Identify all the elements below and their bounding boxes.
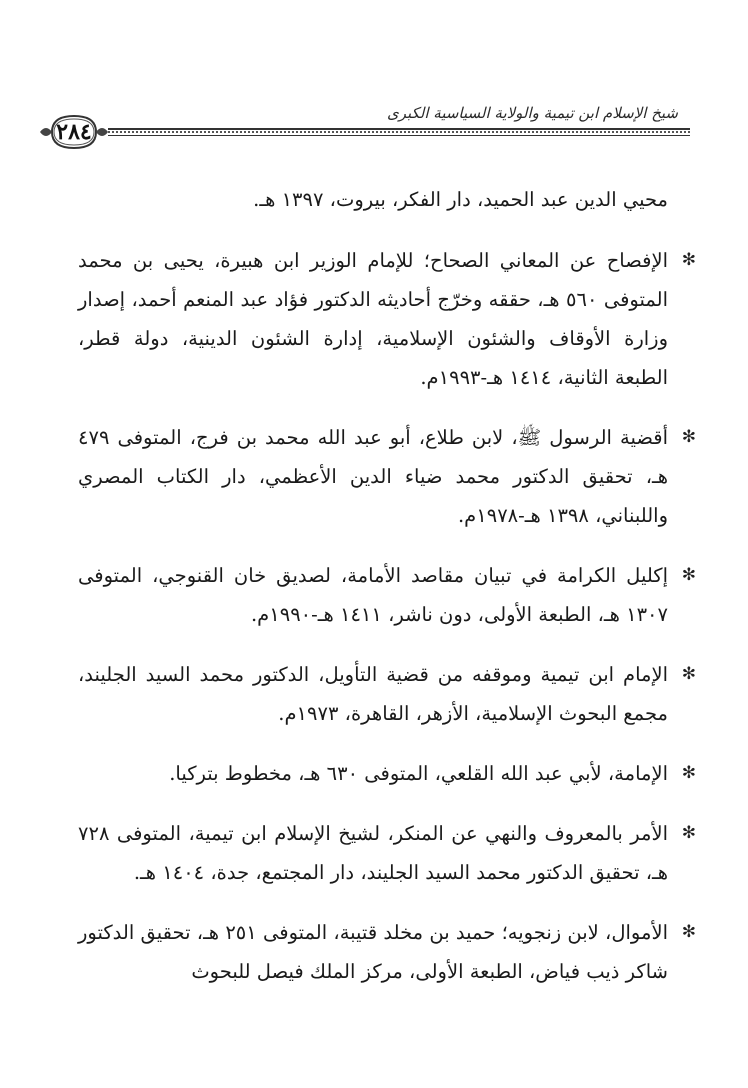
page-number: ٢٨٤ <box>56 119 92 145</box>
entry-text: إكليل الكرامة في تبيان مقاصد الأمامة، لصديق خان القنوجي، المتوفى ١٣٠٧ هـ، الطبعة الأولى، دون ناشر، ١٤١١ هـ-١٩٩٠م. <box>78 564 668 626</box>
bullet-star-icon: ✻ <box>681 565 696 585</box>
bullet-star-icon: ✻ <box>681 763 696 783</box>
continued-entry: محيي الدين عبد الحميد، دار الفكر، بيروت، ١٣٩٧ هـ. <box>253 188 668 211</box>
bullet-star-icon: ✻ <box>681 427 696 447</box>
bibliography-entry <box>78 556 696 634</box>
bullet-star-icon: ✻ <box>681 250 696 270</box>
header-rule <box>108 128 690 136</box>
bullet-star-icon: ✻ <box>681 664 696 684</box>
bullet-star-icon: ✻ <box>681 922 696 942</box>
bibliography-entry <box>78 241 696 397</box>
entry-text: أقضية الرسول ﷺ، لابن طلاع، أبو عبد الله محمد بن فرج، المتوفى ٤٧٩ هـ، تحقيق الدكتور محمد ضياء الدين الأعظمي، دار الكتاب المصري واللبناني، ١٣٩٨ هـ-١٩٧٨م. <box>78 426 668 527</box>
bibliography-entry <box>78 418 696 535</box>
bibliography-text <box>78 180 696 1012</box>
bullet-star-icon: ✻ <box>681 823 696 843</box>
running-header-title: شيخ الإسلام ابن تيمية والولاية السياسية الكبرى <box>386 104 678 122</box>
entry-text: الإمامة، لأبي عبد الله القلعي، المتوفى ٦٣٠ هـ، مخطوط بتركيا. <box>169 762 668 785</box>
entry-text: الأمر بالمعروف والنهي عن المنكر، لشيخ الإسلام ابن تيمية، المتوفى ٧٢٨ هـ، تحقيق الدكتور محمد السيد الجليند، دار المجتمع، جدة، ١٤٠٤ هـ. <box>78 822 668 884</box>
bibliography-entry <box>78 913 696 991</box>
entry-text: الأموال، لابن زنجويه؛ حميد بن مخلد قتيبة، المتوفى ٢٥١ هـ، تحقيق الدكتور شاكر ذيب فياض، الطبعة الأولى، مركز الملك فيصل للبحوث <box>78 921 668 983</box>
page-number-ornament <box>38 112 110 152</box>
bibliography-entry <box>78 655 696 733</box>
entry-text: الإفصاح عن المعاني الصحاح؛ للإمام الوزير ابن هبيرة، يحيى بن محمد المتوفى ٥٦٠ هـ، حققه وخرّج أحاديثه الدكتور فؤاد عبد المنعم أحمد، إصدار وزارة الأوقاف والشئون الإسلامية، إدارة الشئون الدينية، دولة قطر، الطبعة الثانية، ١٤١٤ هـ-١٩٩٣م. <box>78 249 668 389</box>
entry-text: الإمام ابن تيمية وموقفه من قضية التأويل، الدكتور محمد السيد الجليند، مجمع البحوث الإسلامية، الأزهر، القاهرة، ١٩٧٣م. <box>78 663 668 725</box>
bibliography-entry <box>78 754 696 793</box>
bibliography-entry <box>78 814 696 892</box>
